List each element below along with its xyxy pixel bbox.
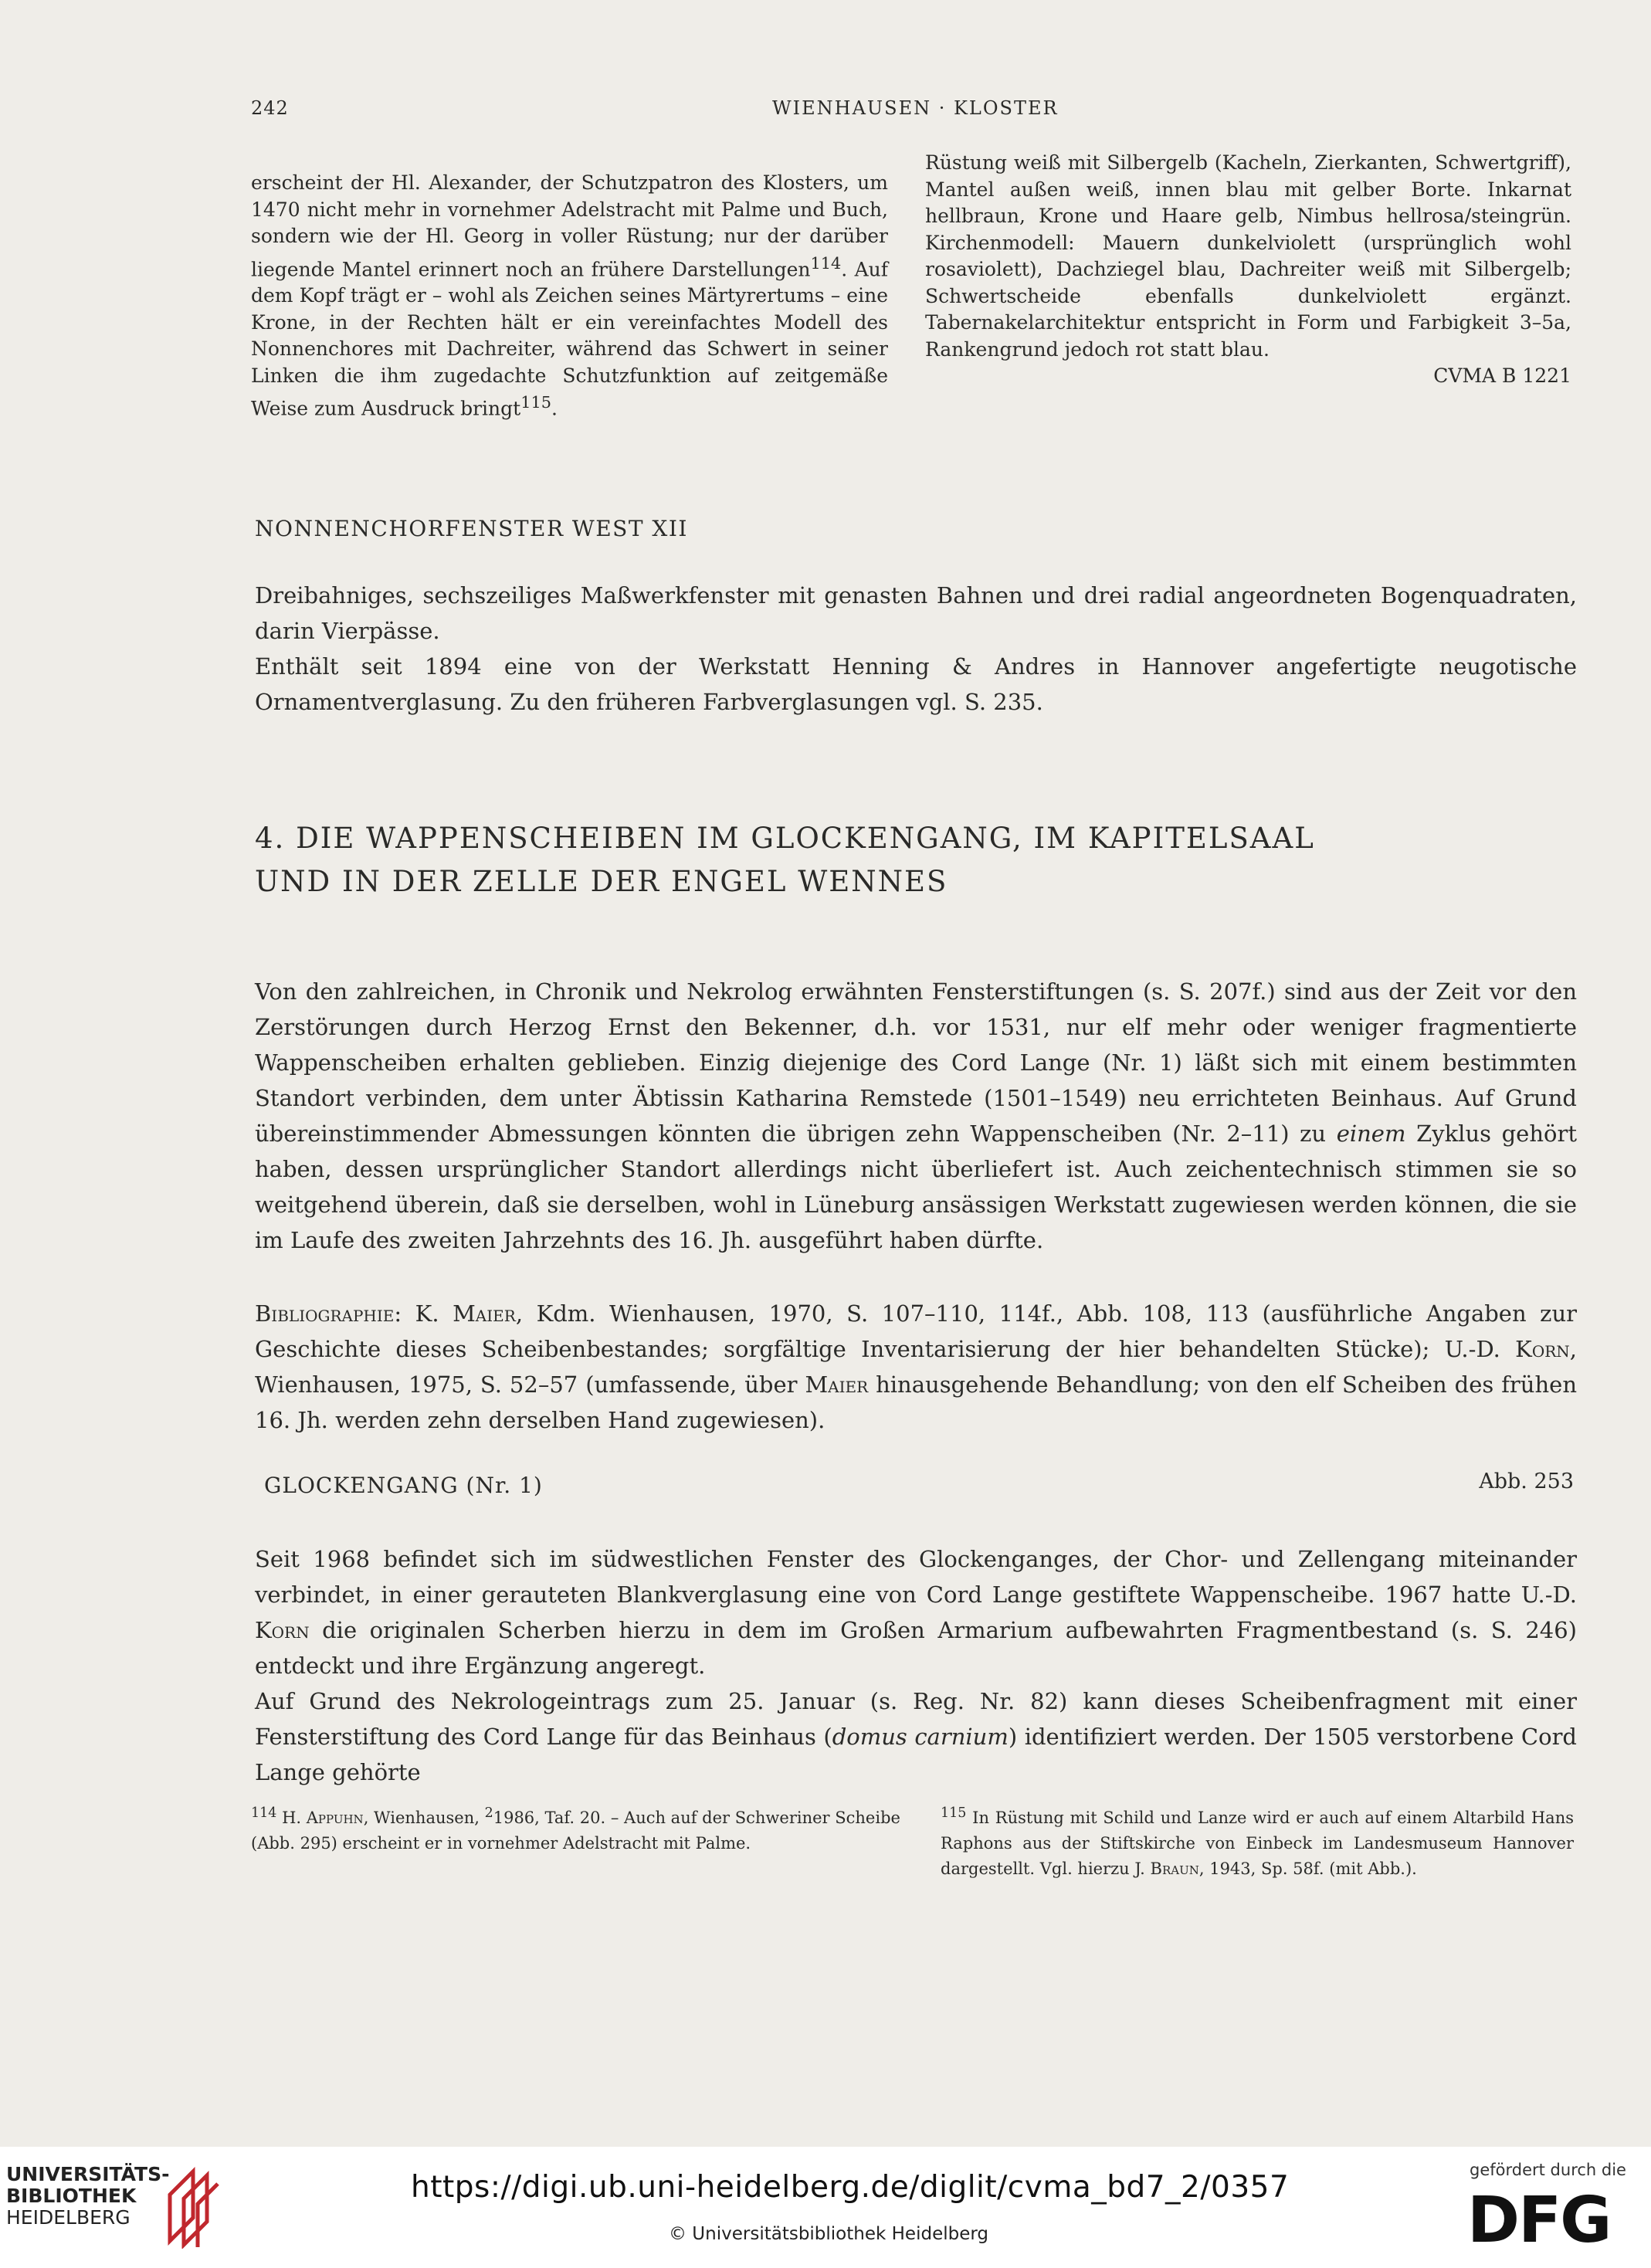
chapter-heading xyxy=(255,817,1315,903)
text-run: Seit 1968 befindet sich im südwestlichen Fenster des Glockenganges, der Chor- und Zellengang miteinander verbindet, in einer gerauteten Blankverglasung eine von Cord Lange gestiftete Wappenscheibe. 1967 hatte U.-D. xyxy=(255,1546,1577,1608)
logo-text: BIBLIOTHEK xyxy=(6,2185,137,2207)
logo-text: UNIVERSITÄTS- xyxy=(6,2163,170,2185)
right-column-paragraph: Rüstung weiß mit Silbergelb (Kacheln, Zierkanten, Schwertgriff), Mantel außen weiß, innen blau mit gelber Borte. Inkarnat hellbraun, Krone und Haare gelb, Nimbus hellrosa/steingrün. Kirchenmodell: Mauern dunkelviolett (ursprünglich wohl rosaviolett), Dachziegel blau, Dachreiter weiß mit Silbergelb; Schwertscheide ebenfalls dunkelviolett ergänzt. Tabernakelarchitektur entspricht in Form und Farbigkeit 3–5a, Rankengrund jedoch rot statt blau. xyxy=(925,151,1571,361)
figure-reference[interactable]: Abb. 253 xyxy=(1479,1470,1574,1493)
glockengang-body xyxy=(255,1541,1577,1790)
bibliography-label: Bibliographie xyxy=(255,1300,395,1327)
text-run: , Kdm. Wienhausen, 1970, S. 107–110, 114f., Abb. 108, 113 (ausführliche Angaben zur Geschichte dieses Scheibenbestandes; sorgfältige Inventarisierung der hier behandelten Stücke); U.-D. xyxy=(255,1300,1578,1362)
author-name: Korn xyxy=(1515,1336,1570,1362)
left-column xyxy=(251,170,888,422)
emphasis: domus carnium xyxy=(832,1724,1009,1750)
text-run: hinausgehende Behandlung; von den elf Scheiben des frühen 16. Jh. werden zehn derselben Hand zugewiesen). xyxy=(255,1371,1577,1433)
subsection-heading-glockengang: GLOCKENGANG (Nr. 1) xyxy=(264,1473,543,1498)
ub-logo-mark-icon xyxy=(162,2164,224,2249)
footnote-number: 115 xyxy=(941,1805,967,1821)
text-run: ) identifiziert werden. Der 1505 verstorbene Cord Lange gehörte xyxy=(255,1724,1577,1785)
footnote-ref-114[interactable]: 114 xyxy=(810,253,842,273)
intro-paragraph xyxy=(255,974,1577,1258)
section-west-body xyxy=(255,578,1577,720)
author-name: Maier xyxy=(805,1371,869,1398)
dfg-logo[interactable]: DFG xyxy=(1467,2184,1611,2257)
text-run: Zyklus gehört haben, dessen ursprünglicher Standort allerdings nicht überliefert ist. Auch zeichentechnisch stimmen sie so weitgehend überein, daß sie derselben, wohl in Lüneburg ansässigen Werkstatt zugewiesen werden können, die sie im Laufe des zweiten Jahrzehnts des 16. Jh. ausgeführt haben dürfte. xyxy=(255,1120,1577,1253)
text-run: , 1943, Sp. 58f. (mit Abb.). xyxy=(1198,1859,1417,1878)
text-run: : K. xyxy=(394,1300,453,1327)
text-run: 1986, Taf. 20. – Auch auf der Schweriner Scheibe (Abb. 295) erscheint er in vornehmer Adelstracht mit Palme. xyxy=(251,1809,900,1853)
viewer-footer xyxy=(0,2147,1651,2268)
running-title: WIENHAUSEN · KLOSTER xyxy=(772,97,1059,119)
text-run: H. xyxy=(276,1809,307,1827)
text-run: Auf Grund des Nekrologeintrags zum 25. Januar (s. Reg. Nr. 82) kann dieses Scheibenfragment mit einer Fensterstiftung des Cord Lange für das Beinhaus ( xyxy=(255,1688,1577,1750)
right-column xyxy=(925,150,1571,390)
author-name: Braun xyxy=(1150,1859,1199,1878)
text-run: die originalen Scherben hierzu in dem im Großen Armarium aufbewahrten Fragmentbestand (s. S. 246) entdeckt und ihre Ergänzung angeregt. xyxy=(255,1617,1577,1679)
text-run: . xyxy=(551,397,558,420)
logo-text: HEIDELBERG xyxy=(6,2206,131,2229)
ub-heidelberg-logo[interactable] xyxy=(6,2164,184,2229)
author-name: Appuhn xyxy=(306,1809,364,1827)
author-name: Korn xyxy=(255,1617,310,1643)
bibliography-paragraph xyxy=(255,1296,1577,1438)
footnote-ref-115[interactable]: 115 xyxy=(520,393,551,412)
footnote-number: 114 xyxy=(251,1805,277,1821)
paragraph xyxy=(255,1541,1577,1683)
text-run: , Wienhausen, 1975, S. 52–57 (umfassende, über xyxy=(255,1336,1577,1398)
page-number: 242 xyxy=(251,97,289,119)
left-column-paragraph xyxy=(251,170,888,422)
text-run: erscheint der Hl. Alexander, der Schutzpatron des Klosters, um 1470 nicht mehr in vornehmer Adelstracht mit Palme und Buch, sondern wie der Hl. Georg in voller Rüstung; nur der darüber liegende Mantel erinnert noch an frühere Darstellungen xyxy=(251,171,888,280)
footnote-114 xyxy=(251,1801,919,1856)
author-name: Maier xyxy=(453,1300,516,1327)
chapter-heading-line: 4. DIE WAPPENSCHEIBEN IM GLOCKENGANG, IM KAPITELSAAL xyxy=(255,822,1315,855)
edition-superscript: 2 xyxy=(484,1805,493,1821)
funding-label: gefördert durch die xyxy=(1470,2161,1626,2179)
paragraph: Enthält seit 1894 eine von der Werkstatt Henning & Andres in Hannover angefertigte neugotische Ornamentverglasung. Zu den früheren Farbverglasungen vgl. S. 235. xyxy=(255,653,1577,715)
section-heading-west: NONNENCHORFENSTER WEST XII xyxy=(255,516,688,541)
emphasis: einem xyxy=(1336,1120,1406,1147)
copyright-notice: © Universitätsbibliothek Heidelberg xyxy=(669,2224,989,2244)
permalink-url[interactable]: https://digi.ub.uni-heidelberg.de/diglit/cvma_bd7_2/0357 xyxy=(411,2170,1290,2205)
text-run: In Rüstung mit Schild und Lanze wird er auch auf einem Altarbild Hans Raphons aus der Stiftskirche von Einbeck im Landesmuseum Hannover dargestellt. Vgl. hierzu J. xyxy=(941,1809,1574,1878)
text-run: . Auf dem Kopf trägt er – wohl als Zeichen seines Märtyrertums – eine Krone, in der Rechten hält er ein vereinfachtes Modell des Nonnenchores mit Dachreiter, während das Schwert in seiner Linken die ihm zugedachte Schutzfunktion auf zeitgemäße Weise zum Ausdruck bringt xyxy=(251,257,888,420)
text-run: , Wienhausen, xyxy=(363,1809,485,1827)
text-run: Von den zahlreichen, in Chronik und Nekrolog erwähnten Fensterstiftungen (s. S. 207f.) sind aus der Zeit vor den Zerstörungen durch Herzog Ernst den Bekenner, d.h. vor 1531, nur elf mehr oder weniger fragmentierte Wappenscheiben erhalten geblieben. Einzig diejenige des Cord Lange (Nr. 1) läßt sich mit einem bestimmten Standort verbinden, dem unter Äbtissin Katharina Remstede (1501–1549) neu errichteten Beinhaus. Auf Grund übereinstimmender Abmessungen könnten die übrigen zehn Wappenscheiben (Nr. 2–11) zu xyxy=(255,978,1577,1147)
cvma-reference: CVMA B 1221 xyxy=(1433,364,1571,387)
footnote-115 xyxy=(941,1801,1574,1882)
paragraph: Dreibahniges, sechszeiliges Maßwerkfenster mit genasten Bahnen und drei radial angeordneten Bogenquadraten, darin Vierpässe. xyxy=(255,582,1577,644)
paragraph xyxy=(255,974,1577,1258)
paragraph xyxy=(255,1296,1577,1438)
paragraph xyxy=(255,1683,1577,1790)
chapter-heading-line: UND IN DER ZELLE DER ENGEL WENNES xyxy=(255,865,948,898)
